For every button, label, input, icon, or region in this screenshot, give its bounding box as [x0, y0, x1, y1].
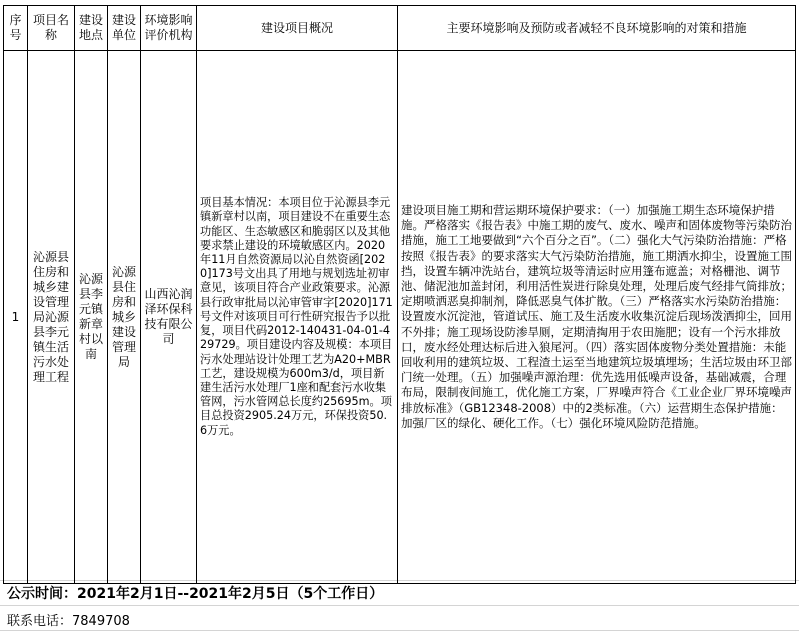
eia-approval-table	[3, 5, 796, 584]
cell-project-name: 沁源县住房和城乡建设管理局沁源县李元镇生活污水处理工程	[28, 51, 75, 584]
header-project-name: 项目名称	[28, 6, 75, 51]
sheet-gridline	[0, 605, 799, 606]
table-header-row	[4, 6, 796, 51]
cell-overview: 项目基本情况：本项目位于沁源县李元镇新章村以南，项目建设不在重要生态功能区、生态敏感区和脆弱区以及其他要求禁止建设的环境敏感区内。2020年11月自然资源局以沁自然资函[2020]173号文出具了用地与规划选址初审意见，该项目符合产业政策要求。沁源县行政审批局以沁审管审字[2020]171号文件对该项目可行性研究报告予以批复，项目代码2012-140431-04-01-429729。项目建设内容及规模：本项目污水处理站设计处理工艺为A20+MBR工艺，建设规模为600m3/d，项目新建生活污水处理厂1座和配套污水收集管网，污水管网总长度约25695m。项目总投资2905.24万元，环保投资50.6万元。	[197, 51, 398, 584]
publicity-time: 公示时间：2021年2月1日--2021年2月5日（5个工作日）	[7, 586, 384, 602]
sheet-gridline	[0, 630, 799, 631]
header-overview: 建设项目概况	[197, 6, 398, 51]
header-construction-unit: 建设单位	[108, 6, 141, 51]
table-row	[4, 51, 796, 584]
cell-seq: 1	[4, 51, 28, 584]
contact-phone: 联系电话：7849708	[7, 614, 130, 629]
cell-construction-unit: 沁源县住房和城乡建设管理局	[108, 51, 141, 584]
header-location: 建设地点	[75, 6, 108, 51]
header-seq: 序号	[4, 6, 28, 51]
header-eia-agency: 环境影响评价机构	[141, 6, 197, 51]
header-measures: 主要环境影响及预防或者减轻不良环境影响的对策和措施	[398, 6, 796, 51]
cell-location: 沁源县李元镇新章村以南	[75, 51, 108, 584]
cell-eia-agency: 山西沁润泽环保科技有限公司	[141, 51, 197, 584]
cell-measures: 建设项目施工期和营运期环境保护要求：（一）加强施工期生态环境保护措施。严格落实《报告表》中施工期的废气、废水、噪声和固体废物等污染防治措施，施工工地要做到“六个百分之百”。（二）强化大气污染防治措施：严格按照《报告表》的要求落实大气污染防治措施，施工期洒水抑尘，设置施工围挡，设置车辆冲洗站台，建筑垃圾等清运时应用篷布遮盖；对格栅池、调节池、储泥池加盖封闭，利用活性炭进行除臭处理，处理后废气经排气筒排放；定期喷洒恶臭抑制剂，降低恶臭气体扩散。（三）严格落实水污染防治措施：设置废水沉淀池，管道试压、施工及生活废水收集沉淀后现场泼洒抑尘，回用不外排；施工现场设防渗旱厕，定期清掏用于农田施肥；设有一个污水排放口，废水经处理达标后进入狼尾河。（四）落实固体废物分类处置措施：未能回收利用的建筑垃圾、工程渣土运至当地建筑垃圾填埋场；生活垃圾由环卫部门统一处理。（五）加强噪声源治理：优先选用低噪声设备，基础减震，合理布局，限制夜间施工，优化施工方案，厂界噪声符合《工业企业厂界环境噪声排放标准》（GB12348-2008）中的2类标准。（六）运营期生态保护措施：加强厂区的绿化、硬化工作。（七）强化环境风险防范措施。	[398, 51, 796, 584]
